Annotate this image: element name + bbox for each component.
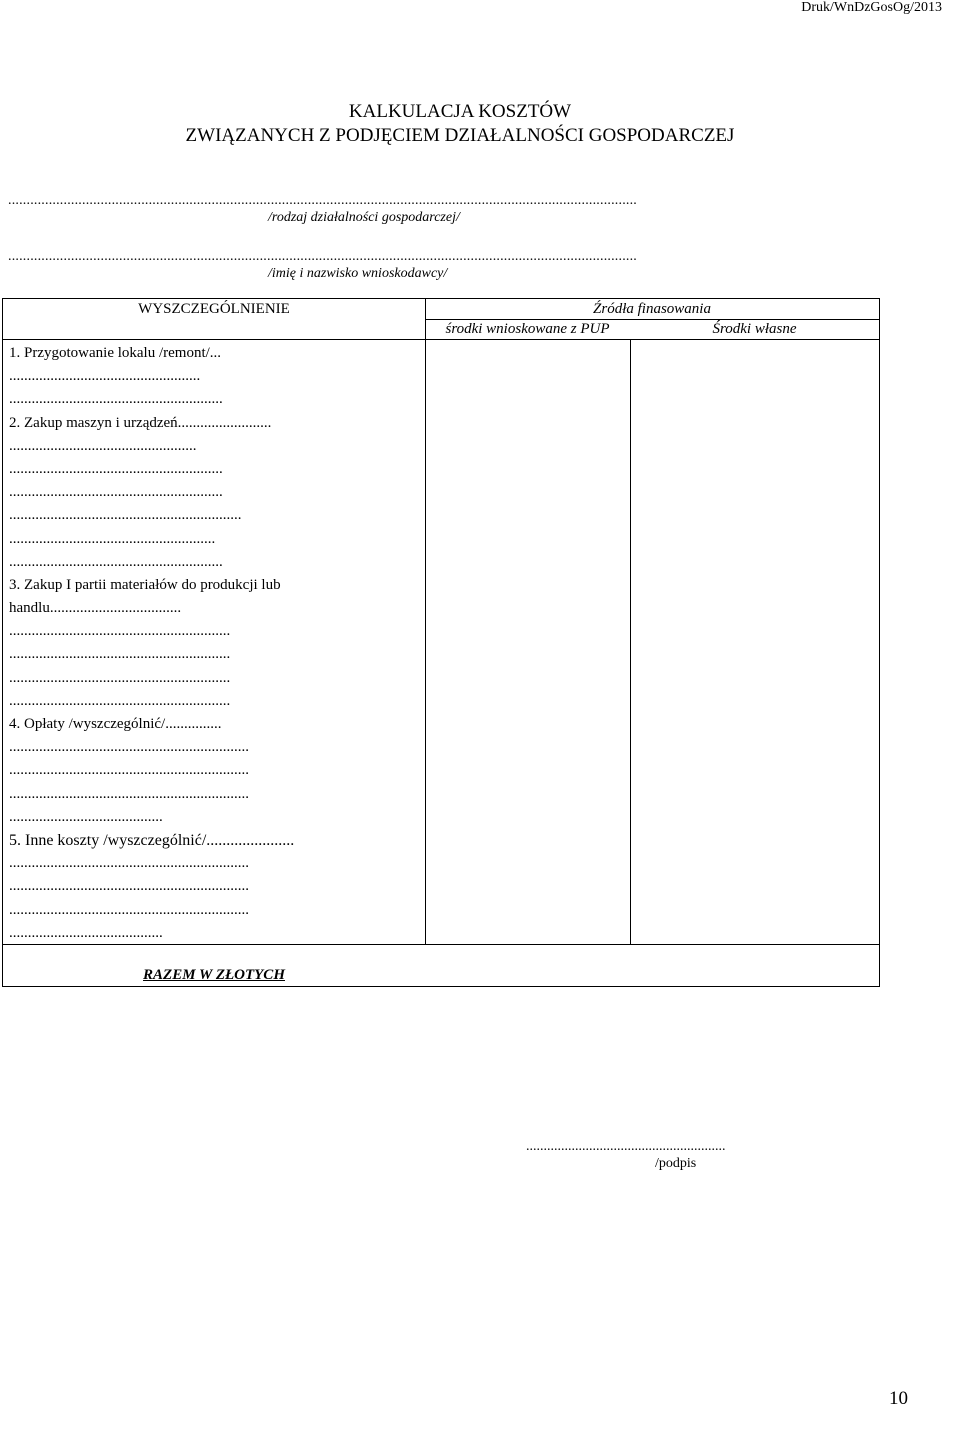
spec-line: ........................................................... xyxy=(9,646,231,663)
spec-line: ......................................... xyxy=(9,924,163,941)
specification-lines xyxy=(9,342,421,945)
spec-line: 4. Opłaty /wyszczególnić/............... xyxy=(9,716,222,732)
signature-caption: /podpis xyxy=(655,1156,697,1171)
subheader-pup-funds: środki wnioskowane z PUP xyxy=(445,321,610,337)
spec-line: ......................................................... xyxy=(9,553,223,570)
applicant-name-caption: /imię i nazwisko wnioskodawcy/ xyxy=(268,266,448,281)
column-divider xyxy=(425,299,426,944)
spec-line: 1. Przygotowanie lokalu /remont/... xyxy=(9,345,222,361)
spec-line: handlu................................... xyxy=(9,600,182,617)
business-type-caption: /rodzaj działalności gospodarczej/ xyxy=(268,210,460,225)
spec-line: ................................................................ xyxy=(9,878,249,895)
applicant-name-dots: .......................................................................................................................................................................... xyxy=(8,249,637,264)
document-code: Druk/WnDzGosOg/2013 xyxy=(801,0,942,15)
header-bottom-line xyxy=(3,339,879,340)
spec-line: 5. Inne koszty /wyszczególnić/...................... xyxy=(9,831,295,849)
spec-line: ........................................................... xyxy=(9,692,231,709)
spec-line: ................................................... xyxy=(9,368,201,385)
cost-table xyxy=(2,298,880,987)
spec-line: ................................................................ xyxy=(9,739,249,756)
spec-line: ................................................................ xyxy=(9,855,249,872)
page-number: 10 xyxy=(889,1388,908,1409)
spec-line: ........................................................... xyxy=(9,623,231,640)
spec-line: ................................................................ xyxy=(9,901,249,918)
subheader-own-funds: Środki własne xyxy=(712,321,797,337)
business-type-dots: .......................................................................................................................................................................... xyxy=(8,193,637,208)
total-label: RAZEM W ZŁOTYCH xyxy=(143,967,285,983)
spec-line: .............................................................. xyxy=(9,507,242,524)
spec-line: ......................................................... xyxy=(9,484,223,501)
spec-line: ........................................................... xyxy=(9,669,231,686)
document-title-line1: KALKULACJA KOSZTÓW xyxy=(348,101,572,122)
spec-line: ......................................................... xyxy=(9,460,223,477)
document-title-line2: ZWIĄZANYCH Z PODJĘCIEM DZIAŁALNOŚCI GOSPODARCZEJ xyxy=(185,125,735,146)
spec-line: .................................................. xyxy=(9,437,197,454)
spec-line: 3. Zakup I partii materiałów do produkcji lub xyxy=(9,576,281,593)
spec-line: ................................................................ xyxy=(9,785,249,802)
subcolumn-divider xyxy=(630,339,631,944)
spec-line: ................................................................ xyxy=(9,762,249,779)
spec-line: ......................................................... xyxy=(9,391,223,408)
spec-line: ......................................... xyxy=(9,808,163,825)
spec-line: ....................................................... xyxy=(9,530,216,547)
header-split-line xyxy=(425,319,879,320)
signature-dots: ......................................................... xyxy=(526,1139,726,1154)
spec-line: 2. Zakup maszyn i urządzeń......................... xyxy=(9,414,272,431)
column-header-specification: WYSZCZEGÓLNIENIE xyxy=(138,301,290,317)
column-header-funding-sources: Źródła finasowania xyxy=(593,301,711,317)
